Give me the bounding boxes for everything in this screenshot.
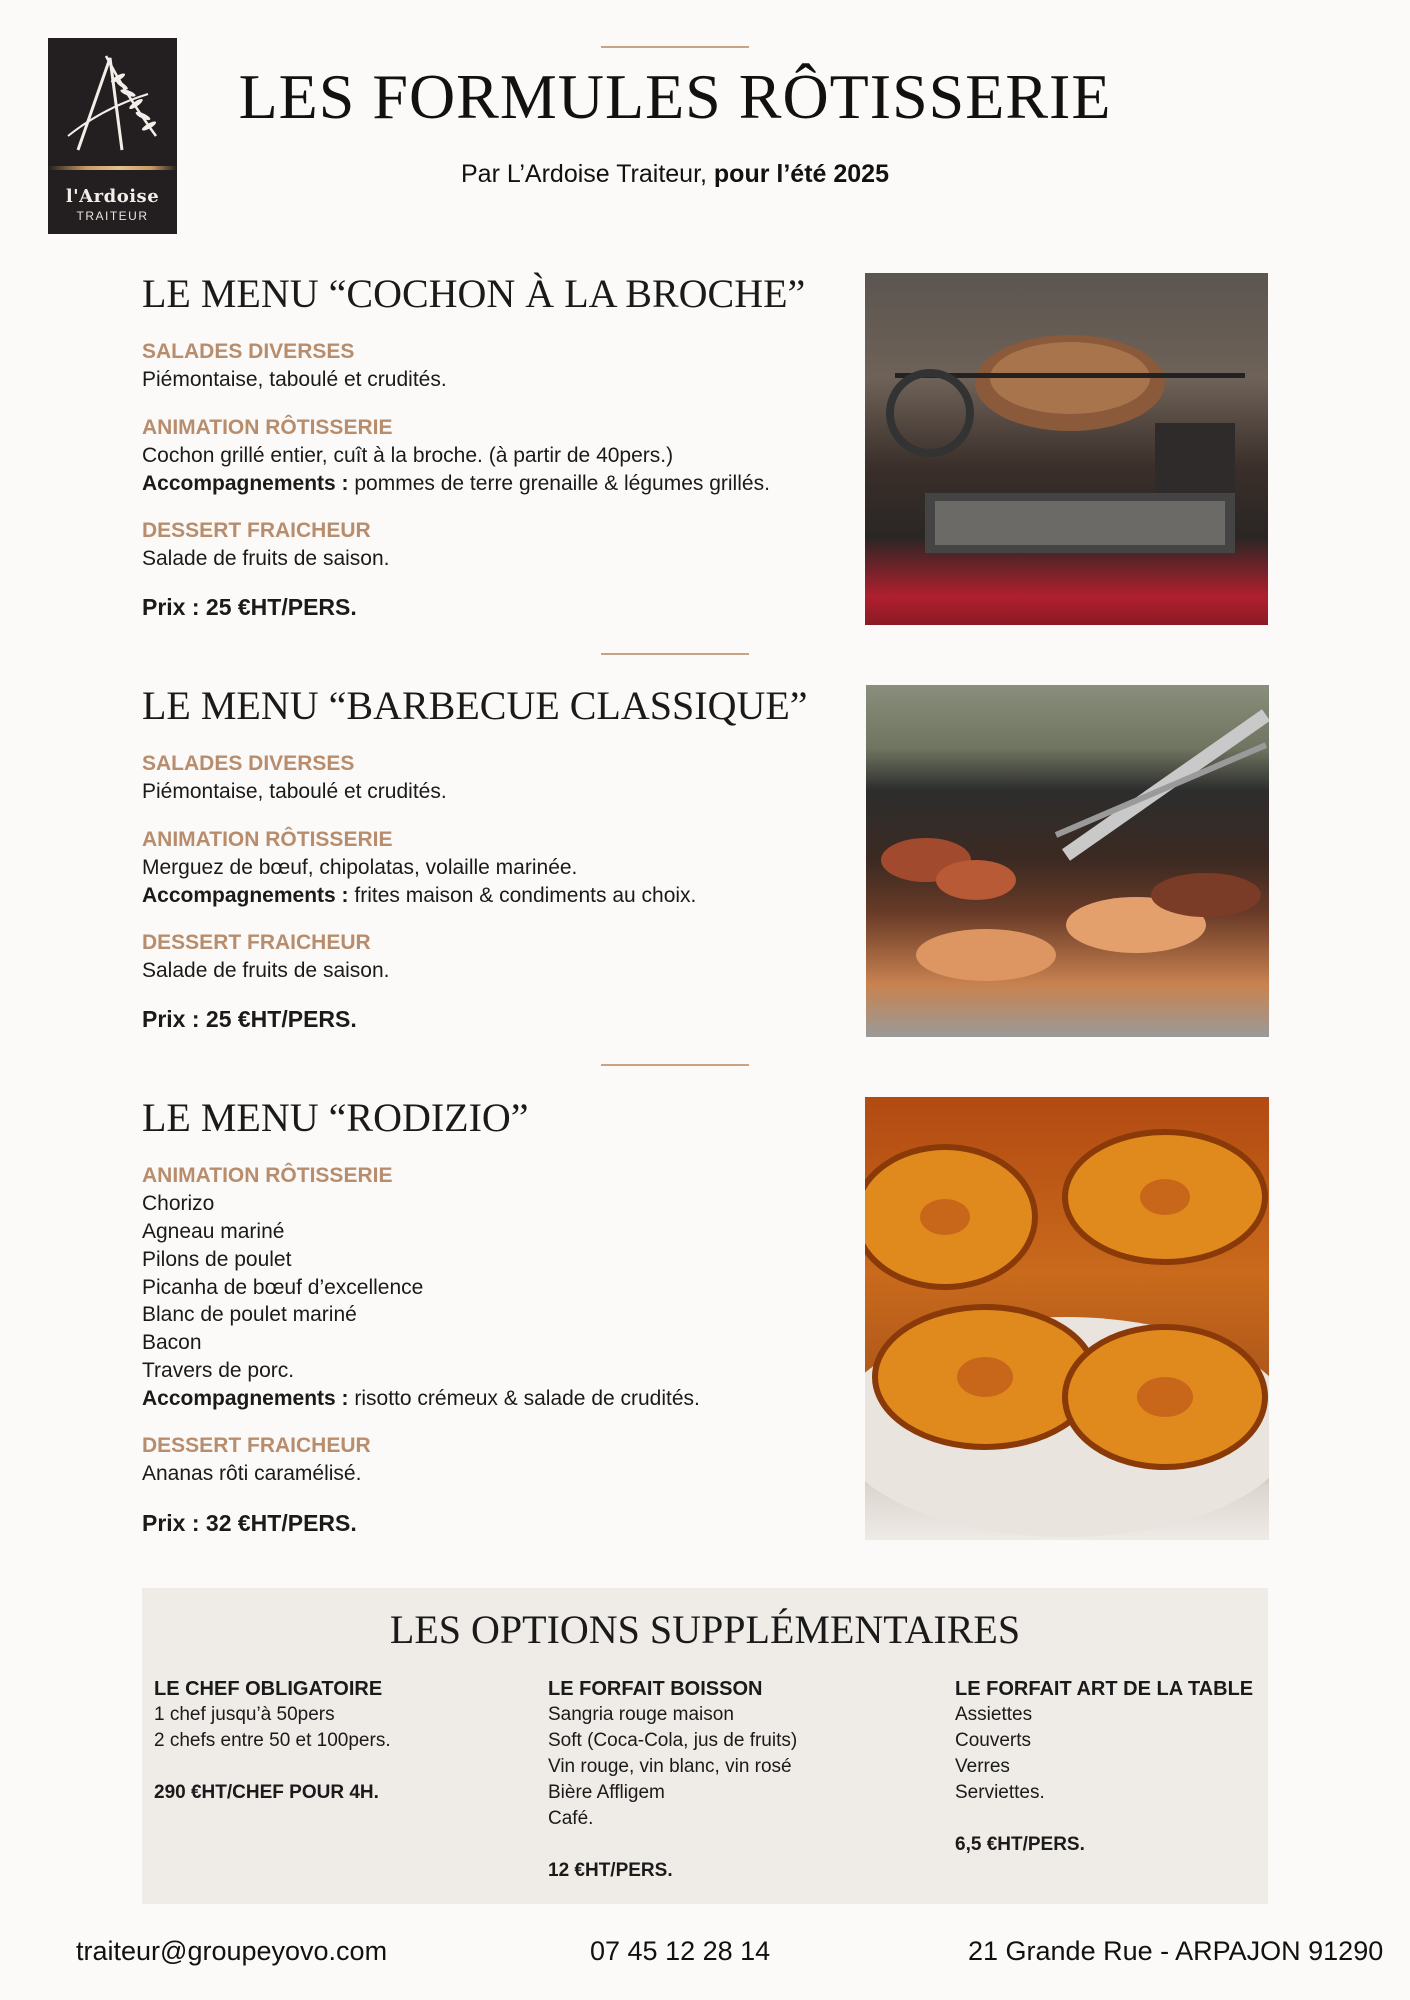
barbecue-illustration <box>866 685 1269 1037</box>
section-rule <box>601 1064 749 1066</box>
section-text: Piémontaise, taboulé et crudités. <box>142 368 447 391</box>
section-heading: ANIMATION RÔTISSERIE <box>142 1164 393 1187</box>
page-subtitle <box>180 160 1170 189</box>
option-line: Couverts <box>955 1730 1032 1751</box>
subtitle-bold: pour l’été 2025 <box>713 160 889 188</box>
menu-item: Pilons de poulet <box>142 1248 292 1271</box>
section-heading: ANIMATION RÔTISSERIE <box>142 416 393 439</box>
pig-roast-illustration <box>865 273 1268 625</box>
menu-price: Prix : 25 €HT/PERS. <box>142 594 357 620</box>
accompaniments <box>142 1387 700 1411</box>
menu-item: Agneau mariné <box>142 1220 285 1243</box>
option-line: Café. <box>548 1808 594 1829</box>
options-title: LES OPTIONS SUPPLÉMENTAIRES <box>389 1607 1021 1652</box>
menu-price: Prix : 32 €HT/PERS. <box>142 1510 357 1536</box>
menu-item: Merguez de bœuf, chipolatas, volaille marinée. <box>142 856 578 879</box>
option-chef <box>154 1676 391 1806</box>
option-heading: LE FORFAIT ART DE LA TABLE <box>955 1678 1254 1700</box>
logo-subtitle: TRAITEUR <box>76 209 149 223</box>
section-heading: DESSERT FRAICHEUR <box>142 1434 371 1457</box>
menu-item: Picanha de bœuf d’excellence <box>142 1276 424 1299</box>
page-title: LES FORMULES RÔTISSERIE <box>238 61 1112 132</box>
option-line: 2 chefs entre 50 et 100pers. <box>154 1730 391 1751</box>
logo-divider <box>48 166 177 170</box>
option-tableware <box>955 1676 1253 1858</box>
option-price: 6,5 €HT/PERS. <box>955 1834 1085 1855</box>
option-price: 12 €HT/PERS. <box>548 1860 673 1881</box>
menu-item: Blanc de poulet mariné <box>142 1303 357 1326</box>
section-text: Ananas rôti caramélisé. <box>142 1462 362 1485</box>
section-rule <box>601 653 749 655</box>
option-line: 1 chef jusqu’à 50pers <box>154 1704 335 1725</box>
logo <box>48 38 177 234</box>
menu-item: Bacon <box>142 1331 202 1354</box>
menu-price: Prix : 25 €HT/PERS. <box>142 1006 357 1032</box>
roasted-pineapple-photo <box>865 1097 1269 1540</box>
logo-brand: l'Ardoise <box>65 186 160 207</box>
footer-phone[interactable]: 07 45 12 28 14 <box>590 1936 771 1966</box>
menu-title: LE MENU “BARBECUE CLASSIQUE” <box>142 683 808 728</box>
option-line: Vin rouge, vin blanc, vin rosé <box>548 1756 792 1777</box>
section-text: Salade de fruits de saison. <box>142 959 390 982</box>
options-panel <box>142 1588 1268 1904</box>
menu-item: Chorizo <box>142 1192 215 1215</box>
option-line: Assiettes <box>955 1704 1033 1725</box>
section-heading: DESSERT FRAICHEUR <box>142 519 371 542</box>
accomp-text: pommes de terre grenaille & légumes grillés. <box>348 472 770 495</box>
accomp-text: frites maison & condiments au choix. <box>348 884 697 907</box>
rosemary-a-icon <box>48 38 177 166</box>
section-text: Piémontaise, taboulé et crudités. <box>142 780 447 803</box>
option-line: Verres <box>955 1756 1010 1777</box>
option-heading: LE CHEF OBLIGATOIRE <box>154 1678 383 1700</box>
pig-roast-photo <box>865 273 1268 625</box>
option-line: Soft (Coca-Cola, jus de fruits) <box>548 1730 798 1751</box>
footer-address: 21 Grande Rue - ARPAJON 91290 <box>968 1936 1384 1966</box>
accomp-text: risotto crémeux & salade de crudités. <box>348 1387 700 1410</box>
option-line: Serviettes. <box>955 1782 1045 1803</box>
pineapple-illustration <box>865 1097 1269 1540</box>
option-heading: LE FORFAIT BOISSON <box>548 1678 763 1700</box>
option-price: 290 €HT/CHEF POUR 4H. <box>154 1782 379 1803</box>
barbecue-photo <box>866 685 1269 1037</box>
footer-email[interactable]: traiteur@groupeyovo.com <box>76 1936 388 1966</box>
accomp-label: Accompagnements : <box>142 884 349 907</box>
section-heading: ANIMATION RÔTISSERIE <box>142 828 393 851</box>
option-drinks <box>548 1676 797 1884</box>
title-rule <box>601 46 749 48</box>
accomp-label: Accompagnements : <box>142 1387 349 1410</box>
accomp-label: Accompagnements : <box>142 472 349 495</box>
menu-title: LE MENU “RODIZIO” <box>142 1095 529 1140</box>
menu-item: Cochon grillé entier, cuît à la broche. (à partir de 40pers.) <box>142 444 674 467</box>
menu-title: LE MENU “COCHON À LA BROCHE” <box>142 271 806 316</box>
accompaniments <box>142 884 696 908</box>
section-heading: SALADES DIVERSES <box>142 752 355 775</box>
option-line: Bière Affligem <box>548 1782 665 1803</box>
section-heading: SALADES DIVERSES <box>142 340 355 363</box>
menu-item: Travers de porc. <box>142 1359 295 1382</box>
section-heading: DESSERT FRAICHEUR <box>142 931 371 954</box>
subtitle-plain: Par L’Ardoise Traiteur, <box>461 160 714 188</box>
accompaniments <box>142 472 770 496</box>
section-text: Salade de fruits de saison. <box>142 547 390 570</box>
option-line: Sangria rouge maison <box>548 1704 734 1725</box>
